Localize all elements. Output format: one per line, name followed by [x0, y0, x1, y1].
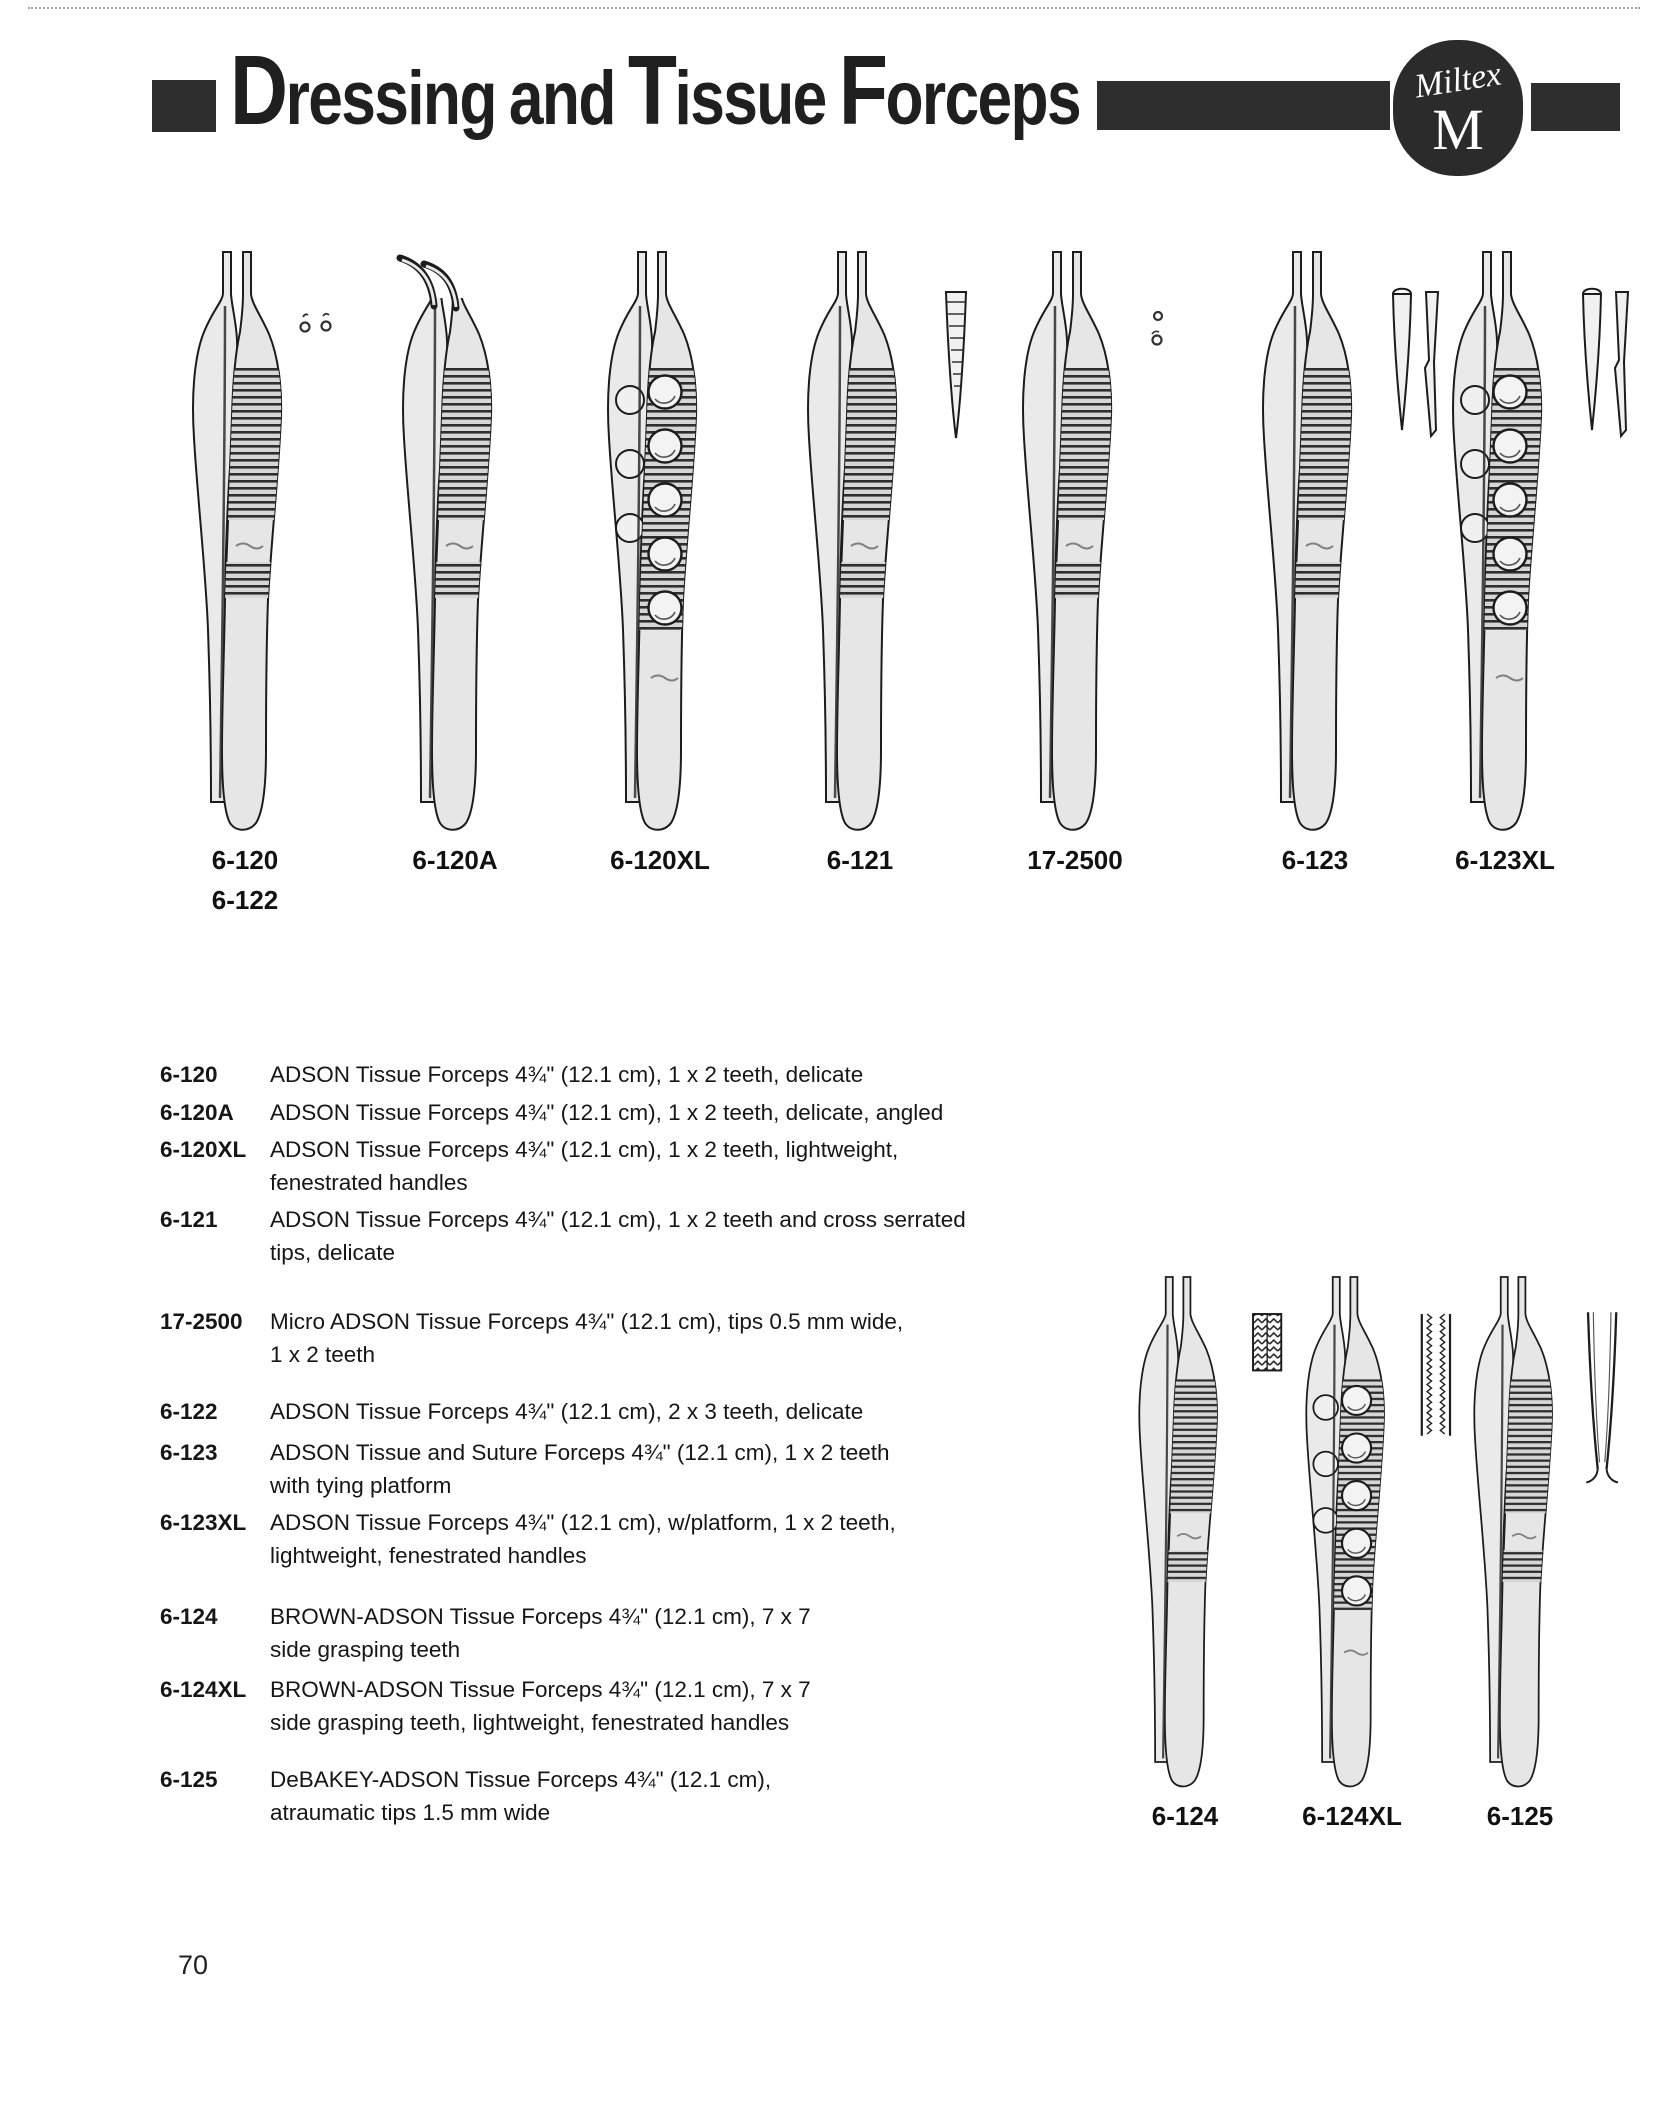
- forceps-drawing: [170, 242, 390, 842]
- catalog-entry: [160, 1600, 1100, 1666]
- catalog-description: ADSON Tissue Forceps 4¾" (12.1 cm), 2 x 3 teeth, delicate: [270, 1399, 864, 1424]
- catalog-entry: [160, 1673, 1100, 1739]
- catalog-code: 6-120A: [160, 1100, 234, 1125]
- catalog-entry: [160, 1395, 1100, 1428]
- forceps-illustration-6-120XL: [585, 242, 805, 875]
- catalog-code: 6-125: [160, 1767, 218, 1792]
- catalog-description: BROWN-ADSON Tissue Forceps 4¾" (12.1 cm), 7 x 7 side grasping teeth, lightweight, fenestrated handles: [270, 1677, 811, 1735]
- instrument-label: 6-120A: [412, 845, 498, 875]
- forceps-drawing: [785, 242, 1005, 842]
- catalog-description: Micro ADSON Tissue Forceps 4¾" (12.1 cm), tips 0.5 mm wide, 1 x 2 teeth: [270, 1309, 904, 1367]
- forceps-illustration-6-123: [1240, 242, 1460, 875]
- catalog-code: 17-2500: [160, 1309, 243, 1334]
- catalog-code: 6-121: [160, 1207, 218, 1232]
- catalog-code: 6-124: [160, 1604, 218, 1629]
- forceps-illustration-17-2500: [1000, 242, 1220, 875]
- forceps-illustration-6-124XL: [1286, 1268, 1480, 1831]
- catalog-entry: [160, 1436, 1100, 1502]
- header-bar-right: [1531, 83, 1620, 131]
- catalog-code: 6-122: [160, 1399, 218, 1424]
- instrument-label: 6-120XL: [610, 845, 710, 875]
- catalog-description: ADSON Tissue Forceps 4¾" (12.1 cm), 1 x 2 teeth, delicate: [270, 1062, 864, 1087]
- instrument-label: 6-124XL: [1302, 1801, 1402, 1831]
- catalog-entry: [160, 1058, 1100, 1091]
- forceps-drawing: [1000, 242, 1220, 842]
- catalog-entry: [160, 1133, 1100, 1199]
- catalog-description: DeBAKEY-ADSON Tissue Forceps 4¾" (12.1 cm), atraumatic tips 1.5 mm wide: [270, 1767, 772, 1825]
- instrument-label: 6-123: [1281, 845, 1349, 875]
- catalog-description: ADSON Tissue and Suture Forceps 4¾" (12.1 cm), 1 x 2 teeth with tying platform: [270, 1440, 890, 1498]
- forceps-drawing: [1119, 1268, 1313, 1798]
- page-number: 70: [178, 1950, 209, 1980]
- header-bar-middle: [1097, 81, 1390, 130]
- instrument-label: 17-2500: [1027, 845, 1123, 875]
- miltex-logo-monogram: M: [1432, 97, 1484, 162]
- catalog-description: ADSON Tissue Forceps 4¾" (12.1 cm), 1 x 2 teeth and cross serrated tips, delicate: [270, 1207, 966, 1265]
- forceps-drawing: [1454, 1268, 1648, 1798]
- forceps-illustration-6-120: [170, 242, 390, 915]
- instrument-label: 6-125: [1486, 1801, 1554, 1831]
- scan-dotted-line: [28, 7, 1640, 9]
- instrument-label: 6-120 6-122: [211, 845, 279, 915]
- miltex-logo-script: Miltex: [1412, 55, 1504, 106]
- catalog-code: 6-120XL: [160, 1137, 247, 1162]
- catalog-entry: [160, 1506, 1100, 1572]
- catalog-description: ADSON Tissue Forceps 4¾" (12.1 cm), 1 x 2 teeth, lightweight, fenestrated handles: [270, 1137, 899, 1195]
- catalog-description: ADSON Tissue Forceps 4¾" (12.1 cm), 1 x 2 teeth, delicate, angled: [270, 1100, 944, 1125]
- forceps-illustration-6-123XL: [1430, 242, 1650, 875]
- catalog-code: 6-123: [160, 1440, 218, 1465]
- instrument-label: 6-121: [826, 845, 894, 875]
- forceps-illustration-6-125: [1454, 1268, 1648, 1831]
- catalog-entry: [160, 1305, 1100, 1371]
- catalog-code: 6-124XL: [160, 1677, 247, 1702]
- forceps-drawing: [1286, 1268, 1480, 1798]
- forceps-drawing: [1240, 242, 1460, 842]
- catalog-entry: [160, 1203, 1100, 1269]
- catalog-code: 6-123XL: [160, 1510, 247, 1535]
- instrument-label: 6-123XL: [1455, 845, 1555, 875]
- catalog-description: BROWN-ADSON Tissue Forceps 4¾" (12.1 cm), 7 x 7 side grasping teeth: [270, 1604, 811, 1662]
- forceps-drawing: [1430, 242, 1650, 842]
- catalog-code: 6-120: [160, 1062, 218, 1087]
- forceps-drawing: [380, 242, 600, 842]
- miltex-logo: [1393, 40, 1523, 176]
- header-bar-left: [152, 80, 216, 132]
- page-title: Dressing and Tissue Forceps: [230, 35, 1080, 145]
- forceps-illustration-6-121: [785, 242, 1005, 875]
- catalog-entry: [160, 1763, 1100, 1829]
- forceps-illustration-6-124: [1119, 1268, 1313, 1831]
- forceps-illustration-6-120A: [380, 242, 600, 875]
- catalog-entry: [160, 1096, 1100, 1129]
- instrument-label: 6-124: [1151, 1801, 1219, 1831]
- catalog-description: ADSON Tissue Forceps 4¾" (12.1 cm), w/platform, 1 x 2 teeth, lightweight, fenestrated handles: [270, 1510, 896, 1568]
- forceps-drawing: [585, 242, 805, 842]
